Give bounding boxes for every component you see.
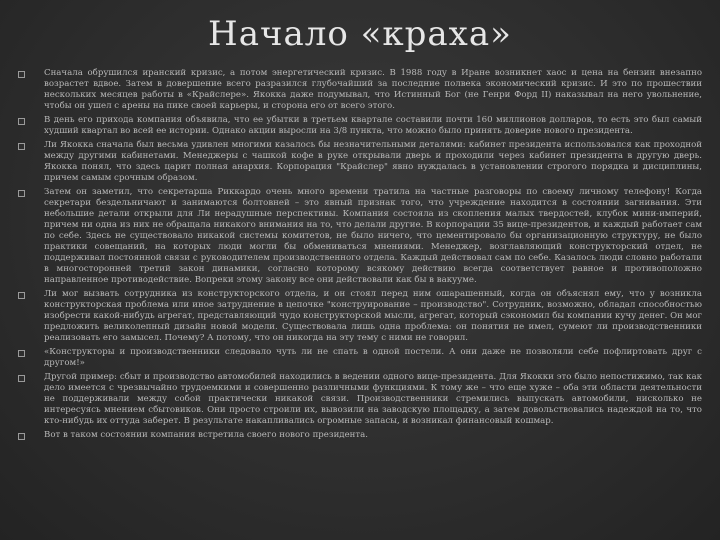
bullet-text: Другой пример: сбыт и производство автомобилей находились в ведении одного вице-президента. Для Якокки это было непостижимо, так как дело имеется с чрезвычайно трудоемкими и совершенно различными функциями. К тому же – что еще хуже – оба эти области деятельности не поддерживали между собой практически никакой связи. Производственники стремились выпускать автомобили, нисколько не интересуясь мнением сбытовиков. Они просто строили их, вывозили на заводскую площадку, а затем довольствовались надеждой на то, что кто-нибудь их оттуда заберет. В результате накапливались огромные запасы, и возникал финансовый кошмар. — [44, 372, 702, 426]
square-bullet-icon — [18, 375, 25, 382]
square-bullet-icon — [18, 433, 25, 440]
bullet-item — [18, 347, 702, 369]
bullet-text: В день его прихода компания объявила, что ее убытки в третьем квартале составили почти 160 миллионов долларов, то есть это был самый худший квартал во всей ее истории. Однако акции выросли на 3/8 пункта, что можно было принять доверие нового президента. — [44, 115, 702, 136]
bullet-item — [18, 187, 702, 286]
bullet-text: Ли Якокка сначала был весьма удивлен многими казалось бы незначительными деталями: кабинет президента использовался как проходной между другими кабинетами. Менеджеры с чашкой кофе в руке открывали дверь и проходили через кабинет президента в другую дверь. Якокка понял, что здесь царит полная анархия. Корпорация "Крайслер" явно нуждалась в установлении строгого порядка и дисциплины, причем самым срочным образом. — [44, 140, 702, 183]
square-bullet-icon — [18, 350, 25, 357]
square-bullet-icon — [18, 292, 25, 299]
slide-title: Начало «краха» — [208, 14, 512, 54]
bullet-text: «Конструкторы и производственники следовало чуть ли не спать в одной постели. А они даже не позволяли себе пофлиртовать друг с другом!» — [44, 347, 702, 368]
bullet-item — [18, 289, 702, 344]
bullet-text: Сначала обрушился иранский кризис, а потом энергетический кризис. В 1988 году в Иране возникнет хаос и цена на бензин внезапно возрастет вдвое. Затем в довершение всего разразился глубочайший за последние полвека экономический кризис. И это по прошествии нескольких месяцев работы в «Крайслере». Якокка даже подумывал, что Истинный Бог (не Генри Форд II) наказывал на него увольнение, чтобы он ушел с арены на пике своей карьеры, и сторона его от всего этого. — [44, 68, 702, 111]
bullet-item — [18, 68, 702, 112]
bullet-list — [18, 68, 702, 444]
square-bullet-icon — [18, 143, 25, 150]
bullet-text: Вот в таком состоянии компания встретила своего нового президента. — [44, 430, 369, 440]
square-bullet-icon — [18, 118, 25, 125]
bullet-item — [18, 430, 702, 441]
bullet-item — [18, 372, 702, 427]
square-bullet-icon — [18, 71, 25, 78]
square-bullet-icon — [18, 190, 25, 197]
bullet-text: Ли мог вызвать сотрудника из конструкторского отдела, и он стоял перед ним ошарашенный, когда он объяснял ему, что у возникла конструкторская проблема или иное затруднение в цепочке "конструирование – производство". Сотрудник, возможно, обладал способностью изобрести какой-нибудь агрегат, представляющий чудо конструкторской мысли, агрегат, который сэкономил бы компании кучу денег. Он мог предложить великолепный дизайн новой модели. Существовала лишь одна проблема: он понятия не имел, сумеют ли производственники реализовать его замысел. Почему? А потому, что он никогда на эту тему с ними не говорил. — [44, 289, 702, 343]
bullet-item — [18, 140, 702, 184]
bullet-text: Затем он заметил, что секретарша Риккардо очень много времени тратила на частные разговоры по своему личному телефону! Когда секретари бездельничают и занимаются болтовней – это явный признак того, что учреждение находится в состоянии загнивания. Эти небольшие детали открыли для Ли нерадушные перспективы. Компания состояла из скопления малых твердостей, клубок мини-империй, причем ни одна из них не обращала никакого внимания на то, что делали другие. В корпорации 35 вице-президентов, и каждый работает сам по себе. Здесь не существовало никакой системы комитетов, не было ничего, что цементировало бы организационную структуру, не было практики совещаний, на которых люди могли бы обмениваться мнениями. Менеджер, возглавляющий конструкторский отдел, не поддерживал постоянной связи с руководителем производственного отдела. Каждый действовал сам по себе. Казалось люди словно работали в многосторонней третий закон динамики, согласно которому всякому действию всегда соответствует равное и противоположно направленное противодействие. Вопреки этому закону все они действовали как бы в вакууме. — [44, 187, 702, 285]
bullet-item — [18, 115, 702, 137]
